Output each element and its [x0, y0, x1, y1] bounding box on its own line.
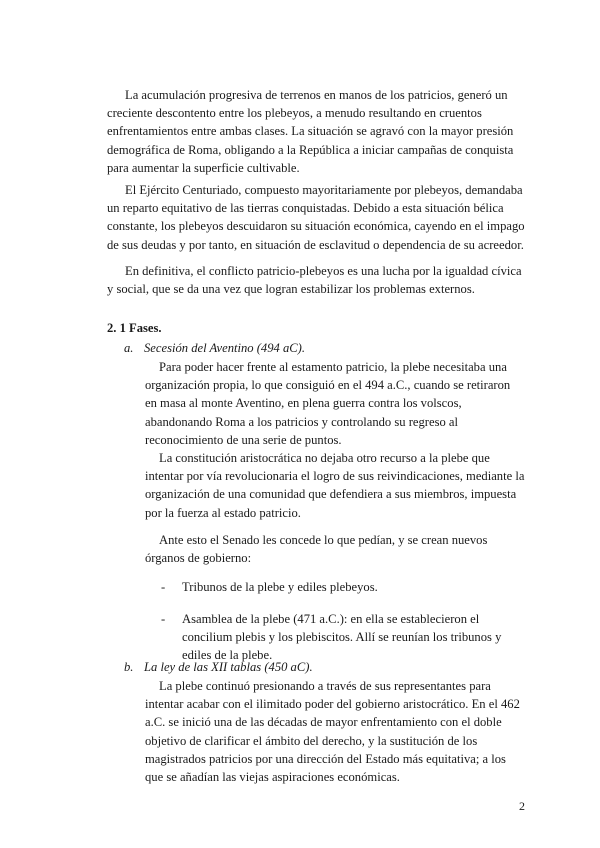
subsection-a-paragraph-3: Ante esto el Senado les concede lo que pedían, y se crean nuevos órganos de gobierno: — [145, 533, 488, 566]
list-item — [161, 610, 529, 665]
list-item-text: Tribunos de la plebe y ediles plebeyos. — [182, 580, 378, 594]
paragraph-conclusion: En definitiva, el conflicto patricio-plebeyos es una lucha por la igualdad cívica y social, que se da una vez que logran estabilizar los problemas externos. — [107, 264, 522, 297]
subsection-a-letter: a. — [124, 341, 134, 355]
subsection-a-paragraph-2: La constitución aristocrática no dejaba otro recurso a la plebe que intentar por vía revolucionaria el logro de sus reivindicaciones, mediante la organización de una comunidad que defendiera a sus miembros, impuesta por la fuerza al estado patricio. — [145, 451, 525, 520]
subsection-a-heading — [124, 339, 305, 357]
paragraph-centuriate-army: El Ejército Centuriado, compuesto mayoritariamente por plebeyos, demandaba un reparto equitativo de las tierras conquistadas. Debido a esta situación bélica constante, los plebeyos descuidaron su situación económica, cayendo en el impago de sus deudas y por tanto, en situación de esclavitud o dependencia de su acreedor. — [107, 183, 525, 252]
list-item — [161, 578, 529, 596]
list-item-text: Asamblea de la plebe (471 a.C.): en ella se establecieron el concilium plebis y los plebiscitos. Allí se reunían los tribunos y ediles de la plebe. — [182, 612, 502, 663]
page-number: 2 — [519, 799, 525, 813]
subsection-b-paragraph-1: La plebe continuó presionando a través de sus representantes para intentar acabar con el ilimitado poder del gobierno aristocrático. En el 462 a.C. se inició una de las décadas de mayor enfrentamiento con el doble objetivo de clarificar el ámbito del derecho, y la sustitución de los magistrados patricios por una dirección del Estado más equitativa; a los que se añadían las viejas aspiraciones económicas. — [145, 679, 520, 785]
subsection-a-paragraph-1: Para poder hacer frente al estamento patricio, la plebe necesitaba una organización propia, lo que consiguió en el 494 a.C., cuando se retiraron en masa al monte Aventino, en plena guerra contra los volscos, abandonando Roma a los patricios y controlando su regreso al reconocimiento de una serie de puntos. — [145, 360, 511, 447]
subsection-a-title: Secesión del Aventino (494 aC). — [144, 341, 306, 355]
section-heading: 2. 1 Fases. — [107, 321, 162, 335]
subsection-b-title: La ley de las XII tablas (450 aC). — [144, 660, 313, 674]
paragraph-land-accumulation: La acumulación progresiva de terrenos en manos de los patricios, generó un creciente descontento entre los plebeyos, a menudo resultando en cruentos enfrentamientos entre ambas clases. La situación se agravó con la mayor presión demográfica de Roma, obligando a la República a iniciar campañas de conquista para aumentar la superficie cultivable. — [107, 88, 514, 175]
subsection-b-heading — [124, 658, 313, 676]
dash-bullet: - — [161, 580, 166, 594]
subsection-b-letter: b. — [124, 660, 134, 674]
dash-bullet: - — [161, 612, 166, 626]
